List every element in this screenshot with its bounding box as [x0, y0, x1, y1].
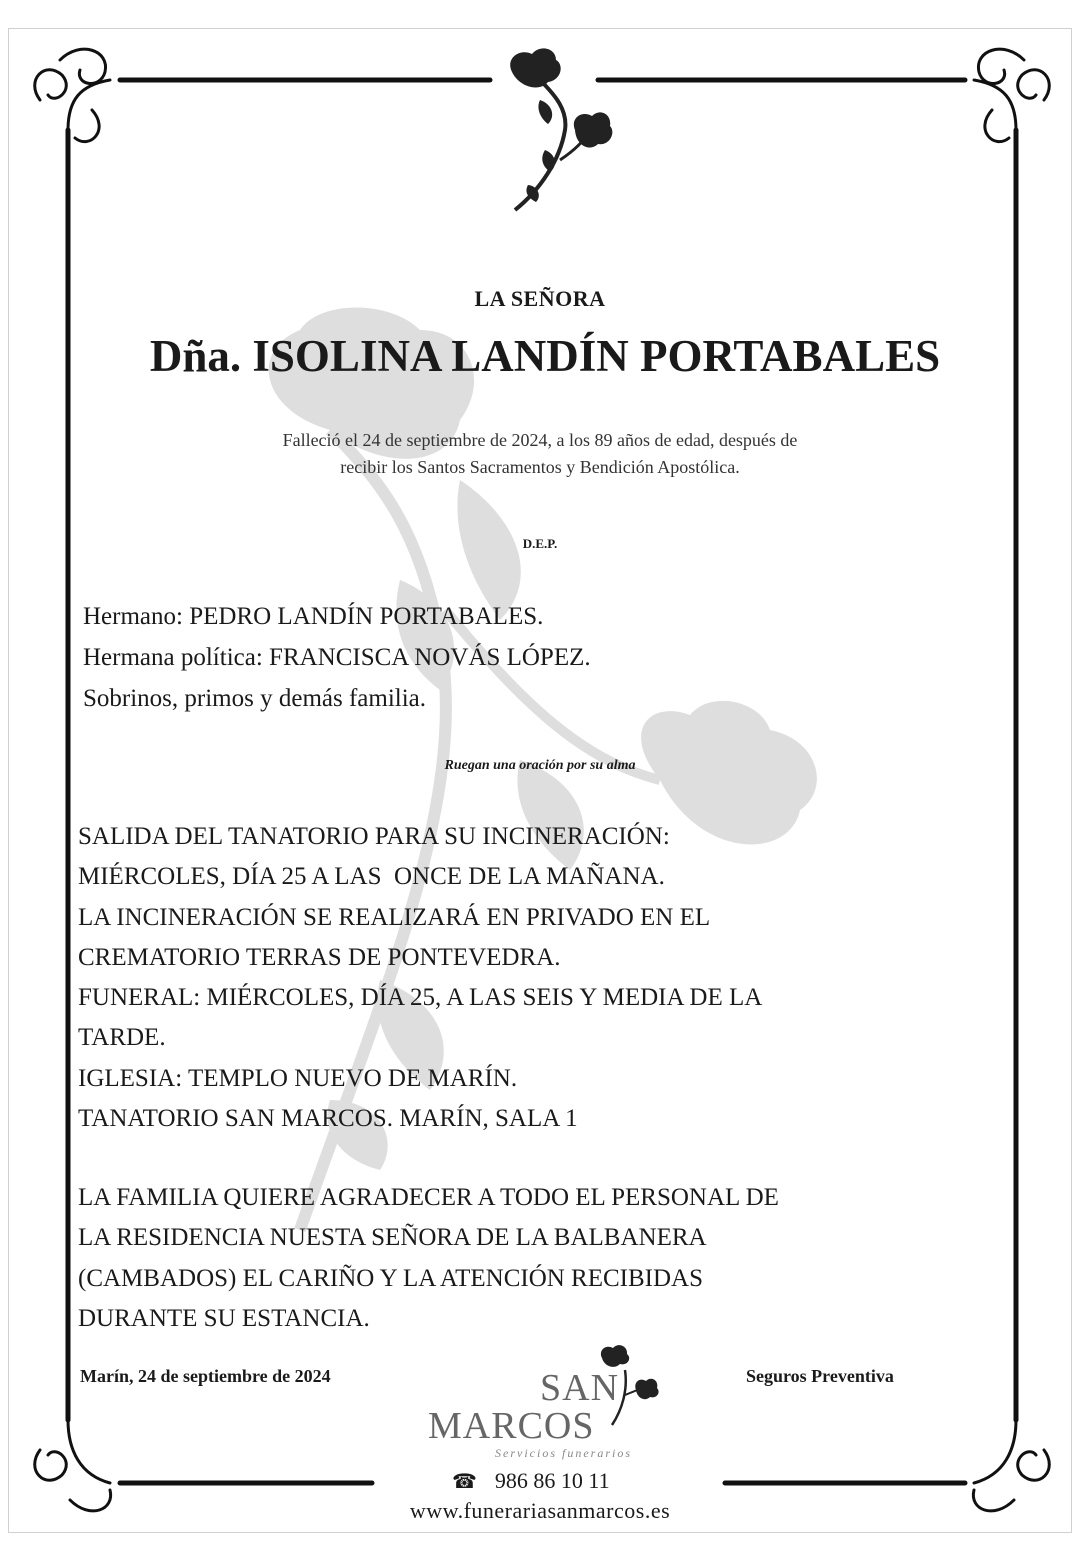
brand-logo-san: SAN	[540, 1367, 620, 1409]
family-line: Sobrinos, primos y demás familia.	[83, 685, 427, 712]
insurer-name: Seguros Preventiva	[746, 1366, 894, 1386]
arrangement-line: FUNERAL: MIÉRCOLES, DÍA 25, A LAS SEIS Y MEDIA DE LA	[78, 984, 763, 1012]
arrangement-line: LA INCINERACIÓN SE REALIZARÁ EN PRIVADO EN EL	[78, 903, 711, 931]
arrangement-line: CREMATORIO TERRAS DE PONTEVEDRA.	[78, 943, 561, 971]
phone-contact	[452, 1468, 610, 1494]
arrangement-line: TANATORIO SAN MARCOS. MARÍN, SALA 1	[78, 1105, 578, 1133]
arrangement-line: MIÉRCOLES, DÍA 25 A LAS ONCE DE LA MAÑANA.	[78, 863, 665, 891]
thanks-line: DURANTE SU ESTANCIA.	[78, 1304, 370, 1332]
family-line: Hermana política: FRANCISCA NOVÁS LÓPEZ.	[83, 644, 591, 671]
brand-logo-marcos: MARCOS	[428, 1405, 595, 1447]
dep-label: D.E.P.	[522, 536, 558, 551]
title-la-senora: LA SEÑORA	[474, 286, 606, 311]
place-date: Marín, 24 de septiembre de 2024	[80, 1366, 331, 1386]
arrangement-line: IGLESIA: TEMPLO NUEVO DE MARÍN.	[78, 1064, 518, 1092]
family-line: Hermano: PEDRO LANDÍN PORTABALES.	[83, 603, 544, 630]
phone-number: 986 86 10 11	[494, 1468, 610, 1493]
thanks-line: LA RESIDENCIA NUESTA SEÑORA DE LA BALBANERA	[78, 1224, 707, 1252]
thanks-line: (CAMBADOS) EL CARIÑO Y LA ATENCIÓN RECIBIDAS	[78, 1264, 704, 1292]
prayer-text: Ruegan una oración por su alma	[444, 758, 636, 773]
brand-subtitle: Servicios funerarios	[495, 1446, 632, 1460]
arrangement-line: TARDE.	[78, 1024, 166, 1052]
deceased-name: Dña. ISOLINA LANDÍN PORTABALES	[149, 331, 941, 381]
obituary-line: Falleció el 24 de septiembre de 2024, a los 89 años de edad, después de	[282, 430, 798, 450]
thanks-line: LA FAMILIA QUIERE AGRADECER A TODO EL PERSONAL DE	[78, 1184, 779, 1211]
website-link[interactable]: www.funerariasanmarcos.es	[409, 1498, 671, 1523]
obituary-line: recibir los Santos Sacramentos y Bendición Apostólica.	[340, 457, 740, 477]
arrangement-line: SALIDA DEL TANATORIO PARA SU INCINERACIÓN:	[78, 823, 670, 850]
phone-icon: ☎	[452, 1471, 477, 1493]
